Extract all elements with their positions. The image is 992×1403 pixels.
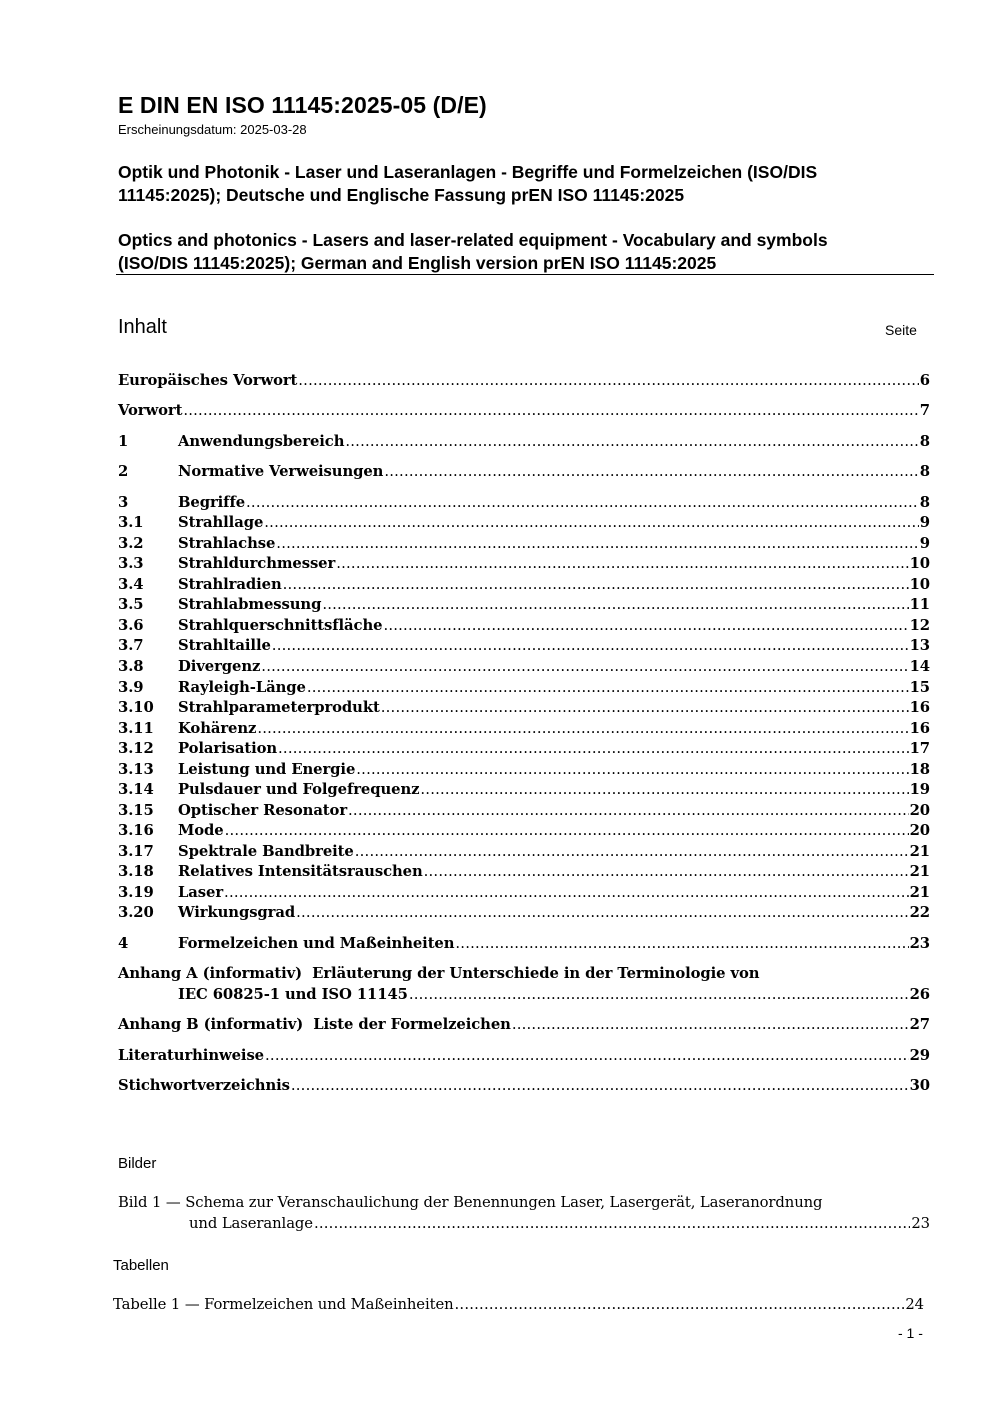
toc-entry-text: IEC 60825-1 und ISO 11145 — [178, 986, 408, 1003]
toc-entry-number: 3.14 — [118, 781, 154, 798]
toc-entry-text: Mode — [178, 822, 224, 839]
toc-entry-text: Optischer Resonator — [178, 802, 348, 819]
toc-entry-page: 22 — [909, 904, 930, 921]
tables-heading: Tabellen — [113, 1257, 169, 1274]
toc-entry-page: 19 — [909, 781, 930, 798]
toc-entry-text: Leistung und Energie — [178, 761, 356, 778]
toc-dot-leader — [314, 1214, 910, 1234]
toc-dot-leader — [455, 1295, 905, 1315]
toc-entry-number: 3.16 — [118, 822, 154, 839]
toc-entry-page: 14 — [909, 658, 930, 675]
toc-entry-number: 3.18 — [118, 863, 154, 880]
toc-entry-number: 3.1 — [118, 514, 144, 531]
toc-entry-3-1[interactable] — [118, 513, 930, 533]
toc-entry-annex-a-line-2[interactable] — [178, 985, 930, 1005]
toc-entry-3-18[interactable] — [118, 862, 930, 882]
toc-entry-number: 3.9 — [118, 679, 144, 696]
title-german — [118, 161, 948, 207]
toc-dot-leader — [345, 432, 918, 452]
toc-entry-page: 20 — [909, 802, 930, 819]
figures-heading: Bilder — [118, 1155, 157, 1172]
title-german-line-2: 11145:2025); Deutsche und Englische Fassung prEN ISO 11145:2025 — [118, 185, 685, 205]
toc-entry-text: Polarisation — [178, 740, 278, 757]
toc-dot-leader — [276, 534, 919, 554]
toc-dot-leader — [348, 801, 909, 821]
toc-entry-3-17[interactable] — [118, 842, 930, 862]
figure-entry-line-2[interactable] — [189, 1214, 930, 1234]
toc-dot-leader — [291, 1076, 909, 1096]
toc-entry-bibliography[interactable] — [118, 1046, 930, 1066]
toc-entry-3-14[interactable] — [118, 780, 930, 800]
title-divider — [116, 274, 934, 275]
toc-entry-page: 8 — [919, 494, 930, 511]
toc-entry-text: Anhang A (informativ) Erläuterung der Unterschiede in der Terminologie von — [118, 965, 760, 982]
toc-entry-text: Europäisches Vorwort — [118, 372, 298, 389]
toc-entry-number: 4 — [118, 935, 129, 952]
toc-entry-text: Literaturhinweise — [118, 1047, 265, 1064]
page-column-label: Seite — [885, 322, 917, 338]
toc-entry-text: Strahlachse — [178, 535, 276, 552]
toc-dot-leader — [424, 862, 909, 882]
toc-entry-text: Vorwort — [118, 402, 183, 419]
toc-dot-leader — [257, 719, 908, 739]
toc-entry-number: 3.7 — [118, 637, 144, 654]
toc-dot-leader — [355, 842, 909, 862]
toc-entry-3-5[interactable] — [118, 595, 930, 615]
toc-entry-3-10[interactable] — [118, 698, 930, 718]
toc-dot-leader — [246, 493, 919, 513]
toc-dot-leader — [272, 636, 909, 656]
toc-entry-3-7[interactable] — [118, 636, 930, 656]
toc-entry-annex-a-line-1[interactable] — [118, 964, 930, 984]
toc-entry-page: 16 — [909, 699, 930, 716]
toc-dot-leader — [455, 934, 908, 954]
toc-entry-number: 3.11 — [118, 720, 154, 737]
page-number: - 1 - — [898, 1325, 923, 1341]
toc-entry-number: 3.19 — [118, 884, 154, 901]
toc-entry-number: 2 — [118, 463, 129, 480]
toc-entry-text: Begriffe — [178, 494, 246, 511]
toc-entry-number: 3.13 — [118, 761, 154, 778]
toc-dot-leader — [264, 513, 919, 533]
toc-entry-page: 9 — [919, 514, 930, 531]
toc-entry-3-15[interactable] — [118, 801, 930, 821]
toc-entry-text: Divergenz — [178, 658, 261, 675]
toc-dot-leader — [384, 462, 918, 482]
title-english-line-2: (ISO/DIS 11145:2025); German and English version prEN ISO 11145:2025 — [118, 253, 717, 273]
toc-entry-3-4[interactable] — [118, 575, 930, 595]
toc-entry-number: 3.2 — [118, 535, 144, 552]
toc-entry-page: 30 — [909, 1077, 930, 1094]
toc-entry-3-9[interactable] — [118, 678, 930, 698]
toc-entry-foreword[interactable] — [118, 401, 930, 421]
toc-dot-leader — [283, 575, 909, 595]
toc-entry-page: 7 — [919, 402, 930, 419]
toc-entry-page: 27 — [909, 1016, 930, 1033]
toc-entry-text: Relatives Intensitätsrauschen — [178, 863, 423, 880]
toc-entry-1[interactable] — [118, 432, 930, 452]
toc-dot-leader — [261, 657, 908, 677]
toc-dot-leader — [265, 1046, 909, 1066]
toc-entry-page: 23 — [909, 935, 930, 952]
toc-entry-page: 20 — [909, 822, 930, 839]
toc-entry-text: Strahldurchmesser — [178, 555, 336, 572]
toc-entry-3[interactable] — [118, 493, 930, 513]
toc-entry-3-11[interactable] — [118, 719, 930, 739]
toc-entry-page: 10 — [909, 576, 930, 593]
toc-entry-3-12[interactable] — [118, 739, 930, 759]
toc-entry-3-13[interactable] — [118, 760, 930, 780]
toc-dot-leader — [383, 616, 908, 636]
toc-entry-page: 21 — [909, 863, 930, 880]
toc-entry-3-3[interactable] — [118, 554, 930, 574]
toc-entry-number: 3.12 — [118, 740, 154, 757]
toc-entry-number: 3.17 — [118, 843, 154, 860]
toc-dot-leader — [296, 903, 908, 923]
toc-entry-text: Strahlradien — [178, 576, 282, 593]
toc-entry-text: Formelzeichen und Maßeinheiten — [178, 935, 455, 952]
toc-entry-text: Strahlquerschnittsfläche — [178, 617, 383, 634]
toc-entry-3-8[interactable] — [118, 657, 930, 677]
toc-entry-3-19[interactable] — [118, 883, 930, 903]
toc-entry-3-6[interactable] — [118, 616, 930, 636]
toc-dot-leader — [298, 371, 919, 391]
title-german-line-1: Optik und Photonik - Laser und Laseranlagen - Begriffe und Formelzeichen (ISO/DIS — [118, 162, 818, 182]
toc-entry-3-2[interactable] — [118, 534, 930, 554]
toc-dot-leader — [420, 780, 908, 800]
figure-entry-line-1[interactable] — [118, 1193, 930, 1213]
toc-dot-leader — [183, 401, 918, 421]
toc-entry-text: Strahlabmessung — [178, 596, 322, 613]
toc-entry-number: 3.4 — [118, 576, 144, 593]
toc-entry-page: 15 — [909, 679, 930, 696]
table-entry-page: 24 — [905, 1296, 924, 1313]
toc-entry-index[interactable] — [118, 1076, 930, 1096]
toc-entry-page: 6 — [919, 372, 930, 389]
toc-entry-page: 16 — [909, 720, 930, 737]
toc-entry-page: 9 — [919, 535, 930, 552]
toc-entry-number: 3.8 — [118, 658, 144, 675]
toc-dot-leader — [322, 595, 908, 615]
toc-entry-number: 3.15 — [118, 802, 154, 819]
contents-heading: Inhalt — [118, 316, 167, 338]
toc-entry-page: 29 — [909, 1047, 930, 1064]
toc-entry-text: Strahllage — [178, 514, 264, 531]
toc-entry-text: Anwendungsbereich — [178, 433, 345, 450]
toc-entry-page: 17 — [909, 740, 930, 757]
toc-entry-3-16[interactable] — [118, 821, 930, 841]
title-english — [118, 229, 948, 275]
toc-dot-leader — [307, 678, 909, 698]
toc-entry-page: 21 — [909, 884, 930, 901]
toc-entry-text: Strahlparameterprodukt — [178, 699, 380, 716]
toc-entry-number: 3.5 — [118, 596, 144, 613]
toc-dot-leader — [224, 883, 909, 903]
toc-entry-page: 13 — [909, 637, 930, 654]
toc-entry-text: Stichwortverzeichnis — [118, 1077, 290, 1094]
toc-entry-text: Pulsdauer und Folgefrequenz — [178, 781, 420, 798]
toc-dot-leader — [356, 760, 908, 780]
toc-dot-leader — [381, 698, 909, 718]
toc-entry-annex-b[interactable] — [118, 1015, 930, 1035]
toc-entry-3-20[interactable] — [118, 903, 930, 923]
toc-entry-text: Anhang B (informativ) Liste der Formelzeichen — [118, 1016, 511, 1033]
toc-dot-leader — [336, 554, 908, 574]
toc-entry-text: Spektrale Bandbreite — [178, 843, 354, 860]
title-english-line-1: Optics and photonics - Lasers and laser-related equipment - Vocabulary and symbols — [118, 230, 828, 250]
toc-entry-number: 1 — [118, 433, 129, 450]
toc-entry-page: 11 — [909, 596, 930, 613]
toc-entry-european-foreword[interactable] — [118, 371, 930, 391]
toc-dot-leader — [278, 739, 909, 759]
toc-entry-number: 3.3 — [118, 555, 144, 572]
toc-dot-leader — [225, 821, 909, 841]
toc-entry-4[interactable] — [118, 934, 930, 954]
table-entry[interactable] — [113, 1295, 924, 1315]
toc-entry-page: 12 — [909, 617, 930, 634]
toc-entry-2[interactable] — [118, 462, 930, 482]
toc-entry-text: Kohärenz — [178, 720, 257, 737]
toc-entry-page: 21 — [909, 843, 930, 860]
toc-entry-number: 3.10 — [118, 699, 154, 716]
toc-entry-text: Strahltaille — [178, 637, 271, 654]
publication-date: Erscheinungsdatum: 2025-03-28 — [118, 122, 307, 137]
toc-entry-page: 26 — [909, 986, 930, 1003]
toc-entry-text: Rayleigh-Länge — [178, 679, 306, 696]
document-id: E DIN EN ISO 11145:2025-05 (D/E) — [118, 92, 487, 118]
toc-entry-page: 18 — [909, 761, 930, 778]
figure-entry-text: Bild 1 — Schema zur Veranschaulichung der Benennungen Laser, Lasergerät, Laseranordnung — [118, 1194, 823, 1211]
toc-entry-text: Normative Verweisungen — [178, 463, 384, 480]
figure-entry-page: 23 — [911, 1215, 930, 1232]
toc-entry-number: 3 — [118, 494, 129, 511]
table-entry-text: Tabelle 1 — Formelzeichen und Maßeinheiten — [113, 1296, 454, 1313]
toc-entry-page: 10 — [909, 555, 930, 572]
toc-entry-number: 3.6 — [118, 617, 144, 634]
toc-entry-text: Laser — [178, 884, 224, 901]
toc-entry-page: 8 — [919, 433, 930, 450]
toc-entry-number: 3.20 — [118, 904, 154, 921]
toc-entry-text: Wirkungsgrad — [178, 904, 296, 921]
toc-dot-leader — [512, 1015, 909, 1035]
figure-entry-text: und Laseranlage — [189, 1215, 313, 1232]
toc-dot-leader — [409, 985, 909, 1005]
toc-entry-page: 8 — [919, 463, 930, 480]
